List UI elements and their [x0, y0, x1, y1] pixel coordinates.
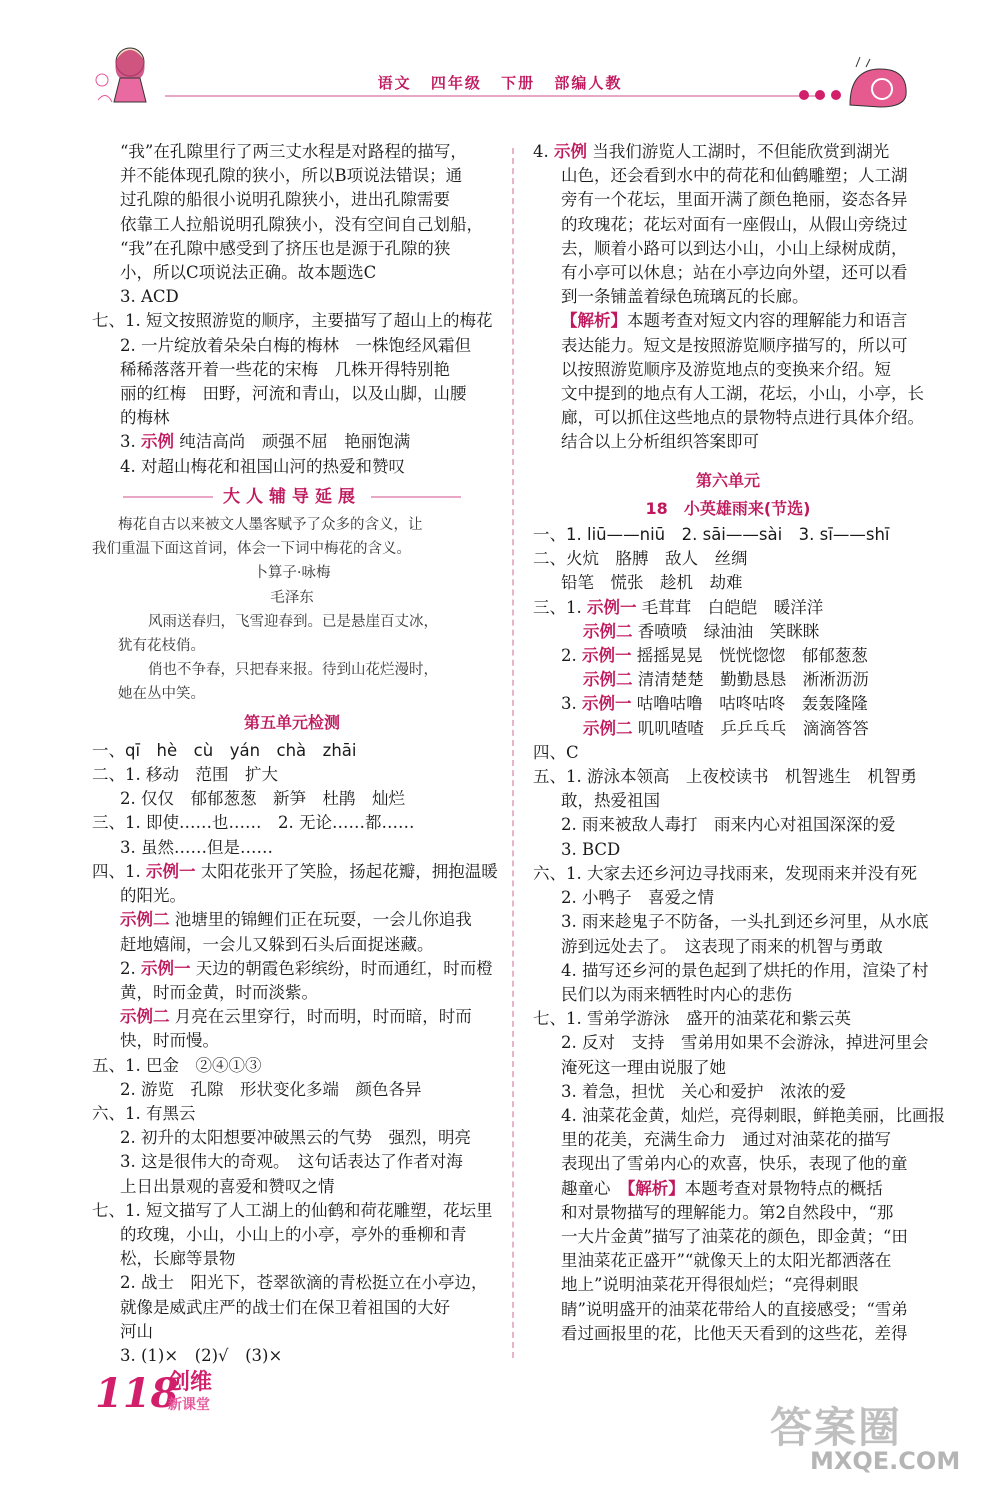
answer-line — [533, 692, 923, 716]
answer-line: 七、1. 雪弟学游泳 盛开的油菜花和紫云英 — [533, 1009, 851, 1029]
poem-line: 俏也不争春，只把春来报。待到山花烂漫时， — [148, 662, 438, 679]
answer-line: 六、1. 大家去还乡河边寻找雨来，发现雨来并没有死 — [533, 863, 917, 883]
answer-block — [92, 140, 492, 285]
poem-line: 犹有花枝俏。 — [118, 638, 205, 655]
answer-line — [533, 644, 923, 668]
answer-line: 2. 雨来被敌人毒打 雨来内心对祖国深深的爱 — [561, 815, 896, 835]
answer-line: 4. 描写还乡河的景色起到了烘托的作用，渲染了村 — [561, 960, 929, 980]
watermark-text: 答案圈 — [770, 1403, 903, 1452]
lesson-title: 18 小英雄雨来(节选) — [645, 498, 811, 518]
answer-line: 去，顺着小路可以到达小山，小山上绿树成荫， — [561, 238, 908, 258]
example-tag: 示例一 — [587, 597, 637, 617]
item-number: 四、1. — [92, 861, 146, 881]
answer-line: 2. 一片绽放着朵朵白梅的梅林 一株饱经风霜但 — [120, 335, 471, 355]
answer-line — [92, 957, 492, 981]
answer-line: 七、1. 短文按照游览的顺序，主要描写了超山上的梅花 — [92, 311, 493, 331]
example-tag: 示例一 — [146, 861, 196, 881]
answer-line: 二、火炕 胳膊 敌人 丝绸 — [533, 549, 748, 569]
answer-line: 丽的红梅 田野，河流和青山，以及山脚，山腰 — [120, 384, 467, 404]
answer-line: 七、1. 短文描写了人工湖上的仙鹤和荷花雕塑，花坛里 — [92, 1200, 493, 1220]
term-label: 下册 — [501, 74, 536, 92]
answer-line: 五、1. 游泳本领高 上夜校读书 机智逃生 机智勇 — [533, 767, 917, 787]
answer-line: 的阳光。 — [120, 886, 186, 906]
answer-line: “我”在孔隙中感受到了挤压也是源于孔隙的狭 — [120, 238, 451, 258]
answer-line: 旁有一个花坛，里面开满了颜色艳丽，姿态各异 — [561, 190, 908, 210]
poem-author: 毛泽东 — [270, 589, 314, 606]
analysis-tag: 【解析】 — [627, 1178, 685, 1198]
answer-line: 山色，还会看到水中的荷花和仙鹤雕塑；人工湖 — [561, 166, 908, 186]
answer-line: 二、1. 移动 范围 扩大 — [92, 765, 278, 785]
unit6-title: 第六单元 — [695, 470, 760, 490]
answer-line: 敢，热爱祖国 — [561, 791, 660, 811]
example-tag: 示例二 — [583, 718, 633, 738]
example-tag: 示例二 — [583, 621, 633, 641]
answer-line: 五、1. 巴金 ②④①③ — [92, 1055, 262, 1075]
unit5-title: 第五单元检测 — [243, 712, 340, 732]
heading-rule — [371, 496, 461, 498]
answer-line: 3. BCD — [561, 839, 621, 859]
subject-label: 语文 — [377, 74, 412, 92]
analysis-line: 文中提到的地点有人工湖，花坛，小山，小亭，长 — [561, 384, 924, 404]
item-number: 3. — [561, 694, 582, 714]
analysis-line: 以按照游览顺序及游览地点的变换来介绍。短 — [561, 359, 891, 379]
answer-line: 4. 对超山梅花和祖国山河的热爱和赞叹 — [120, 456, 405, 476]
extension-line: 梅花自古以来被文人墨客赋予了众多的含义，让 — [118, 517, 423, 534]
extension-title: 大人辅导延展 — [223, 486, 361, 507]
example-tag: 示例一 — [582, 646, 632, 666]
heading-rule — [123, 496, 213, 498]
example-tag: 示例二 — [583, 670, 633, 690]
example-tag: 示例一 — [582, 694, 632, 714]
answer-line: 2. 小鸭子 喜爱之情 — [561, 888, 714, 908]
answer-line — [92, 1005, 492, 1029]
answer-line: 2. 仅仅 郁郁葱葱 新笋 杜鹃 灿烂 — [120, 789, 405, 809]
answer-line: 2. 游览 孔隙 形状变化多端 颜色各异 — [120, 1079, 422, 1099]
column-divider — [512, 148, 514, 1358]
answer-line: 三、1. 即使……也…… 2. 无论……都…… — [92, 813, 415, 833]
answer-line: 松，长廊等景物 — [120, 1249, 236, 1269]
analysis-line: 表达能力。短文是按照游览顺序描写的，所以可 — [561, 335, 908, 355]
analysis-line: 睛”说明盛开的油菜花带给人的直接感受；“雪弟 — [561, 1299, 908, 1319]
answer-line: 的梅林 — [120, 408, 170, 428]
answer-text: 太阳花张开了笑脸，扬起花瓣，拥抱温暖 — [195, 861, 498, 881]
edition-label: 部编人教 — [554, 74, 623, 92]
brand-logo — [168, 1372, 212, 1416]
example-tag: 示例二 — [120, 910, 170, 930]
example-tag: 示例 — [141, 432, 174, 452]
answer-line: 淹死这一理由说服了她 — [561, 1057, 726, 1077]
answer-line: 2. 初升的太阳想要冲破黑云的气势 强烈，明亮 — [120, 1128, 471, 1148]
answer-line: 上日出景观的喜爱和赞叹之情 — [120, 1176, 335, 1196]
answer-line: 游到远处去了。 这表现了雨来的机智与勇敢 — [561, 936, 883, 956]
answer-line — [533, 140, 923, 164]
answer-line: 2. 战士 阳光下，苍翠欲滴的青松挺立在小亭边， — [120, 1273, 488, 1293]
left-column — [92, 140, 498, 1368]
analysis-tag: 【解析】 — [561, 311, 627, 331]
answer-line: 过孔隙的船很小说明孔隙狭小，进出孔隙需要 — [120, 190, 450, 210]
example-tag: 示例 — [554, 142, 587, 161]
answer-line: 3. 虽然……但是…… — [120, 837, 273, 857]
answer-line: 一、qī hè cù yán chà zhāi — [92, 740, 357, 760]
answer-line — [92, 430, 492, 454]
analysis-line — [533, 1177, 923, 1201]
answer-text: 摇摇晃晃 恍恍惚惚 郁郁葱葱 — [631, 646, 868, 666]
answer-text: 毛茸茸 白皑皑 暖洋洋 — [636, 597, 824, 617]
answer-text: 天边的朝霞色彩缤纷，时而通红，时而橙 — [190, 958, 493, 978]
answer-line: 赶地嬉闹，一会儿又躲到石头后面捉迷藏。 — [120, 934, 434, 954]
extension-line: 我们重温下面这首词，体会一下词中梅花的含义。 — [92, 541, 411, 558]
answer-line — [92, 908, 492, 932]
answer-line — [92, 860, 498, 884]
answer-line: 快，时而慢。 — [120, 1031, 219, 1051]
answer-line: 3. 这是很伟大的奇观。 这句话表达了作者对海 — [120, 1152, 463, 1172]
watermark-url: MXQE.COM — [810, 1447, 961, 1475]
item-number: 3. — [120, 432, 141, 452]
example-tag: 示例一 — [141, 958, 191, 978]
analysis-text: 本题考查对景物特点的概括 — [684, 1178, 883, 1198]
answer-line: 4. 油菜花金黄，灿烂，亮得刺眼，鲜艳美丽，比画报 — [561, 1105, 945, 1125]
answer-line: 到一条铺盖着绿色琉璃瓦的长廊。 — [561, 287, 809, 307]
answer-line: 3. 雨来趁鬼子不防备，一头扎到还乡河里，从水底 — [561, 912, 929, 932]
answer-line: 六、1. 有黑云 — [92, 1103, 196, 1123]
answer-line: 依靠工人拉船说明孔隙狭小，没有空间自己划船， — [120, 214, 483, 234]
answer-text: 咕噜咕噜 咕咚咕咚 轰轰隆隆 — [631, 694, 868, 714]
extension-heading — [92, 485, 492, 509]
analysis-line — [533, 309, 923, 333]
analysis-line: 里油菜花正盛开”“就像天上的太阳光都洒落在 — [561, 1251, 892, 1271]
answer-line: 就像是威武庄严的战士们在保卫着祖国的大好 — [120, 1297, 450, 1317]
answer-line — [533, 717, 923, 741]
answer-line: “我”在孔隙里行了两三丈水程是对路程的描写， — [120, 142, 467, 161]
answer-text: 池塘里的锦鲤们正在玩耍，一会儿你追我 — [169, 910, 472, 930]
answer-line: 3. ACD — [120, 287, 179, 307]
watermark — [770, 1395, 990, 1489]
answer-text: 月亮在云里穿行，时而明，时而暗，时而 — [169, 1007, 472, 1027]
answer-line: 有小亭可以休息；站在小亭边向外望，还可以看 — [561, 263, 908, 283]
answer-line: 的玫瑰花；花坛对面有一座假山，从假山旁绕过 — [561, 214, 908, 234]
answer-line: 河山 — [120, 1321, 153, 1341]
answer-text: 清清楚楚 勤勤恳恳 淅淅沥沥 — [632, 670, 869, 690]
answer-line — [533, 668, 923, 692]
analysis-line: 廊，可以抓住这些地点的景物特点进行具体介绍。 — [561, 408, 924, 428]
answer-line — [533, 620, 923, 644]
answer-line: 里的花美，充满生命力 通过对油菜花的描写 — [561, 1130, 891, 1150]
answer-text: 当我们游览人工湖时，不但能欣赏到湖光 — [587, 142, 890, 161]
answer-text: 趣童心 — [561, 1178, 627, 1198]
poem-title: 卜算子·咏梅 — [253, 565, 331, 582]
page-header — [0, 0, 1000, 130]
answer-line: 表现出了雪弟内心的欢喜，快乐，表现了他的童 — [561, 1154, 908, 1174]
answer-line: 铅笔 慌张 趁机 劫难 — [561, 573, 743, 593]
page-number: 118 — [95, 1370, 179, 1417]
item-number: 2. — [120, 958, 141, 978]
answer-line: 2. 反对 支持 雪弟用如果不会游泳，掉进河里会 — [561, 1033, 929, 1053]
header-rule — [165, 95, 825, 97]
answer-line: 黄，时而金黄，时而淡紫。 — [120, 982, 318, 1002]
analysis-line: 和对景物描写的理解能力。第2自然段中，“那 — [561, 1202, 894, 1222]
answer-line: 的玫瑰，小山，小山上的小亭，亭外的垂柳和青 — [120, 1224, 467, 1244]
answer-line: 小，所以C项说法正确。故本题选C — [120, 263, 377, 283]
analysis-text: 本题考查对短文内容的理解能力和语言 — [627, 311, 908, 331]
answer-line: 四、C — [533, 742, 579, 762]
answer-text: 叽叽喳喳 乒乒乓乓 滴滴答答 — [632, 718, 869, 738]
item-number: 三、1. — [533, 597, 587, 617]
answer-line: 稀稀落落开着一些花的宋梅 几株开得特别艳 — [120, 359, 450, 379]
answer-line — [533, 596, 923, 620]
poem-line: 她在丛中笑。 — [118, 686, 205, 703]
example-tag: 示例二 — [120, 1007, 170, 1027]
answer-text: 纯洁高尚 顽强不屈 艳丽饱满 — [174, 432, 411, 452]
answer-line: 3. 着急，担忧 关心和爱护 浓浓的爱 — [561, 1081, 846, 1101]
answer-text: 香喷喷 绿油油 笑眯眯 — [632, 621, 820, 641]
brand-name: 创维 — [168, 1370, 213, 1395]
grade-label: 四年级 — [430, 74, 482, 92]
answer-line: 民们以为雨来牺牲时内心的悲伤 — [561, 984, 792, 1004]
answer-line: 3. (1)× (2)√ (3)× — [120, 1345, 283, 1365]
answer-line: 一、1. liū——niū 2. sāi——sài 3. sī——shī — [533, 525, 890, 545]
right-column — [533, 140, 945, 1346]
item-number: 2. — [561, 646, 582, 666]
item-number: 4. — [533, 142, 554, 161]
poem-line: 风雨送春归，飞雪迎春到。已是悬崖百丈冰， — [148, 613, 438, 630]
analysis-line: 结合以上分析组织答案即可 — [561, 432, 759, 452]
extension-text — [92, 513, 492, 707]
analysis-line: 看过画报里的花，比他天天看到的这些花，差得 — [561, 1323, 908, 1343]
analysis-line: 一大片金黄”描写了油菜花的颜色，即金黄；“田 — [561, 1226, 908, 1246]
analysis-line: 地上”说明油菜花开得很灿烂；“亮得刺眼 — [561, 1275, 859, 1295]
snail-decoration-icon — [790, 55, 910, 115]
answer-line: 并不能体现孔隙的狭小，所以B项说法错误；通 — [120, 166, 463, 186]
brand-subtitle: 新课堂 — [168, 1397, 210, 1413]
